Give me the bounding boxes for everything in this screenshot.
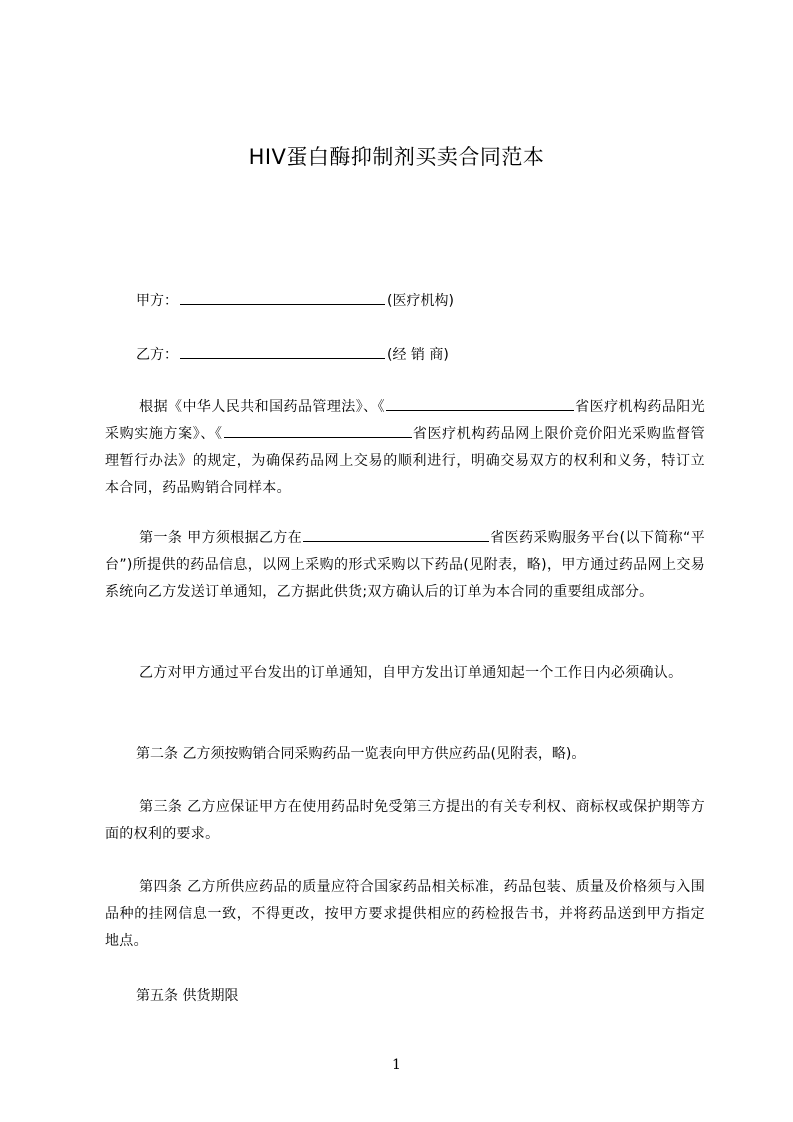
party-a-line: [136, 290, 454, 311]
party-a-label: 甲方：: [136, 293, 178, 309]
preamble-text-2: 省医疗机构药品阳光采购实施方案》、《: [105, 399, 705, 442]
article-3-paragraph: [105, 794, 705, 848]
province-blank-2[interactable]: [224, 424, 412, 438]
article-4-paragraph: [105, 874, 705, 955]
article-1-note-paragraph: [105, 660, 705, 687]
article-1-note-text: 乙方对甲方通过平台发出的订单通知，自甲方发出订单通知起一个工作日内必须确认。: [139, 665, 683, 681]
province-blank-1[interactable]: [386, 397, 574, 411]
party-a-blank[interactable]: [180, 290, 385, 305]
article-2-text: 第二条 乙方须按购销合同采购药品一览表向甲方供应药品(见附表，略)。: [136, 746, 586, 762]
article-5-text: 第五条 供货期限: [136, 988, 239, 1004]
preamble-text-1: 根据《中华人民共和国药品管理法》、《: [139, 399, 386, 415]
article-3-text: 第三条 乙方应保证甲方在使用药品时免受第三方提出的有关专利权、商标权或保护期等方面的权利的要求。: [105, 799, 705, 842]
preamble-text-3: 省医疗机构药品网上限价竞价阳光采购监督管理暂行办法》的规定，为确保药品网上交易的顺利进行，明确交易双方的权利和义务，特订立本合同，药品购销合同样本。: [105, 426, 706, 496]
party-b-suffix: (经 销 商): [387, 347, 449, 363]
party-b-blank[interactable]: [180, 344, 385, 359]
document-title: HIV蛋白酶抑制剂买卖合同范本: [248, 145, 545, 169]
preamble-paragraph: [105, 394, 705, 502]
page-number: 1: [392, 1057, 401, 1073]
party-b-label: 乙方：: [136, 347, 178, 363]
party-b-line: [136, 344, 449, 365]
article-4-text: 第四条 乙方所供应药品的质量应符合国家药品相关标准，药品包装、质量及价格须与入围品种的挂网信息一致，不得更改，按甲方要求提供相应的药检报告书，并将药品送到甲方指定地点。: [105, 879, 705, 949]
article-1-paragraph: [105, 525, 705, 606]
article-1-text-2: 省医药采购服务平台(以下简称“平台”)所提供的药品信息，以网上采购的形式采购以下药品(见附表，略)，甲方通过药品网上交易系统向乙方发送订单通知，乙方据此供货;双方确认后的订单为本合同的重要组成部分。: [105, 530, 705, 600]
party-a-suffix: (医疗机构): [387, 293, 454, 309]
article-1-text-1: 第一条 甲方须根据乙方在: [139, 530, 303, 546]
province-blank-3[interactable]: [303, 528, 489, 542]
article-5-heading: [136, 986, 238, 1006]
article-2-paragraph: [136, 744, 585, 764]
